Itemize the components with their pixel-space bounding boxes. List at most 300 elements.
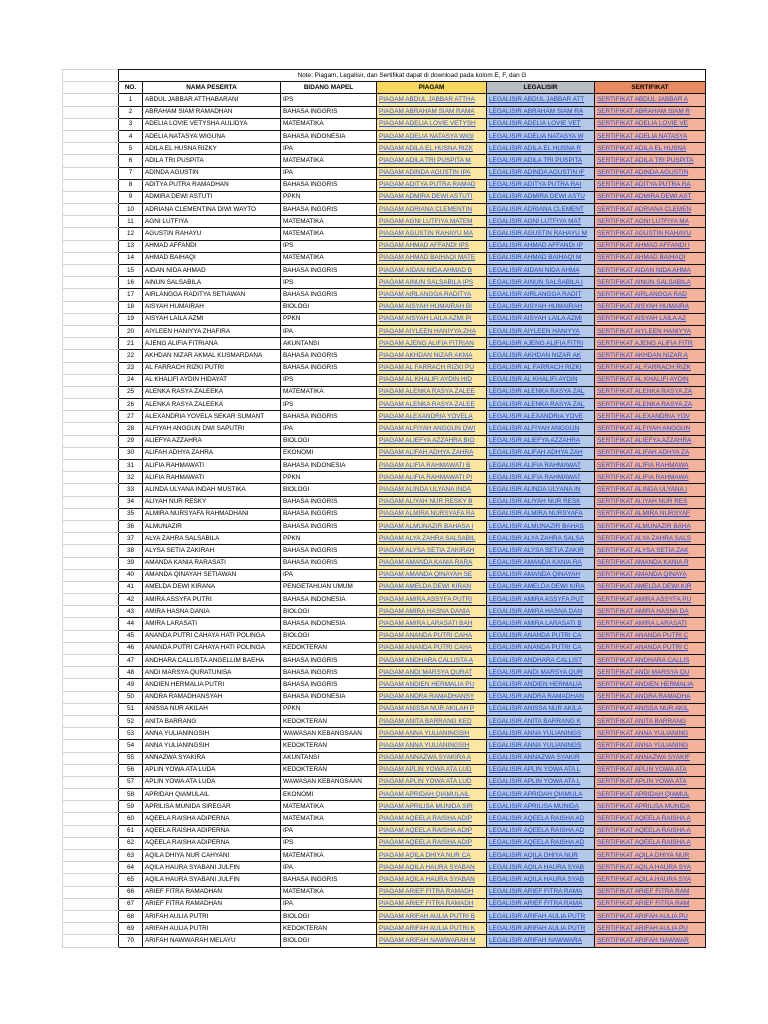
row-number: 56 <box>119 764 143 776</box>
sertifikat-download-link[interactable]: SERTIFIKAT ALIFIA RAHMAWA <box>595 472 706 484</box>
piagam-download-link[interactable]: PIAGAM AMANDA KANIA RARA <box>377 557 487 569</box>
piagam-download-link[interactable]: PIAGAM ADITYA PUTRA RAMAD <box>377 179 487 191</box>
legalisir-download-link[interactable]: LEGALISIR APRIDAH QIAMULA <box>487 789 595 801</box>
sertifikat-download-link[interactable]: SERTIFIKAT ALMUNAZIR BAHA <box>595 520 706 532</box>
blank-cell[interactable] <box>63 935 119 947</box>
blank-cell[interactable] <box>63 594 119 606</box>
blank-cell[interactable] <box>63 228 119 240</box>
legalisir-download-link[interactable]: LEGALISIR ANDHARA CALLIST <box>487 655 595 667</box>
legalisir-download-link[interactable]: LEGALISIR ADELIA NATASYA W <box>487 130 595 142</box>
piagam-download-link[interactable]: PIAGAM AL KHALIFI AYDIN HID <box>377 374 487 386</box>
blank-cell[interactable] <box>63 472 119 484</box>
blank-cell[interactable] <box>63 715 119 727</box>
sertifikat-download-link[interactable]: SERTIFIKAT ANITA BARRANG <box>595 715 706 727</box>
legalisir-download-link[interactable]: LEGALISIR AL FARRACH RIZKI <box>487 362 595 374</box>
legalisir-download-link[interactable]: LEGALISIR AMANDA KANIA RA <box>487 557 595 569</box>
blank-cell[interactable] <box>63 484 119 496</box>
piagam-download-link[interactable]: PIAGAM ABDUL JABBAR ATTHA <box>377 94 487 106</box>
piagam-download-link[interactable]: PIAGAM ARIEF FITRA RAMADH <box>377 886 487 898</box>
piagam-download-link[interactable]: PIAGAM AMIRA HASNA DANIA <box>377 606 487 618</box>
sertifikat-download-link[interactable]: SERTIFIKAT ARIFAH NAWWAR <box>595 935 706 947</box>
legalisir-download-link[interactable]: LEGALISIR ALYA ZAHRA SALSA <box>487 533 595 545</box>
piagam-download-link[interactable]: PIAGAM ALFIYAH ANGGUN DWI <box>377 423 487 435</box>
piagam-download-link[interactable]: PIAGAM AINUN SALSABILA IPS <box>377 277 487 289</box>
piagam-download-link[interactable]: PIAGAM AMANDA QINAYAH SE <box>377 569 487 581</box>
piagam-download-link[interactable]: PIAGAM ALENKA RASYA ZALEE <box>377 386 487 398</box>
blank-cell[interactable] <box>63 447 119 459</box>
blank-cell[interactable] <box>63 655 119 667</box>
legalisir-download-link[interactable]: LEGALISIR AGNI LUTFIYA MAT <box>487 216 595 228</box>
piagam-download-link[interactable]: PIAGAM ARIFAH AULIA PUTRI K <box>377 923 487 935</box>
sertifikat-download-link[interactable]: SERTIFIKAT AGNI LUTFIYA MA <box>595 216 706 228</box>
blank-cell[interactable] <box>63 533 119 545</box>
subject-field: BAHASA INGGRIS <box>281 508 377 520</box>
legalisir-download-link[interactable]: LEGALISIR ADILA TRI PUSPITA <box>487 155 595 167</box>
piagam-download-link[interactable]: PIAGAM ABRAHAM SIAM RAMA <box>377 106 487 118</box>
legalisir-download-link[interactable]: LEGALISIR APLIN YOWA ATA L <box>487 776 595 788</box>
table-row <box>63 594 706 606</box>
blank-cell[interactable] <box>63 240 119 252</box>
sertifikat-download-link[interactable]: SERTIFIKAT AINUN SALSABILA <box>595 277 706 289</box>
piagam-download-link[interactable]: PIAGAM AISYAH LAILA AZMI PI <box>377 313 487 325</box>
piagam-download-link[interactable]: PIAGAM ALEXANDRIA YOVELA <box>377 411 487 423</box>
blank-cell[interactable] <box>63 130 119 142</box>
legalisir-download-link[interactable]: LEGALISIR ALIYAH NUR RESK <box>487 496 595 508</box>
piagam-download-link[interactable]: PIAGAM AIYLEEN HANIYYA ZHA <box>377 325 487 337</box>
piagam-download-link[interactable]: PIAGAM ALIFIA RAHMAWATI PI <box>377 472 487 484</box>
blank-cell[interactable] <box>63 520 119 532</box>
piagam-download-link[interactable]: PIAGAM ARIEF FITRA RAMADH <box>377 898 487 910</box>
legalisir-download-link[interactable]: LEGALISIR ARIEF FITRA RAMA <box>487 886 595 898</box>
sertifikat-download-link[interactable]: SERTIFIKAT AMIRA LARASATI <box>595 618 706 630</box>
sertifikat-download-link[interactable]: SERTIFIKAT ADILA TRI PUSPITA <box>595 155 706 167</box>
legalisir-download-link[interactable]: LEGALISIR AMIRA HASNA DAN <box>487 606 595 618</box>
piagam-download-link[interactable]: PIAGAM AHMAD BAIHAQI MATE <box>377 252 487 264</box>
piagam-download-link[interactable]: PIAGAM AQILA HAURA SYABAN <box>377 874 487 886</box>
piagam-download-link[interactable]: PIAGAM ALIFIA RAHMAWATI B <box>377 460 487 472</box>
sertifikat-download-link[interactable]: SERTIFIKAT ADMIRA DEWI AST <box>595 191 706 203</box>
sertifikat-download-link[interactable]: SERTIFIKAT ANISSA NUR AKIL <box>595 703 706 715</box>
sertifikat-download-link[interactable]: SERTIFIKAT ALENKA RASYA ZA <box>595 386 706 398</box>
piagam-download-link[interactable]: PIAGAM ANITA BARRANG KED <box>377 715 487 727</box>
blank-cell[interactable] <box>63 850 119 862</box>
sertifikat-download-link[interactable]: SERTIFIKAT AMANDA QINAYA <box>595 569 706 581</box>
legalisir-download-link[interactable]: LEGALISIR AMIRA ASSYFA PUT <box>487 594 595 606</box>
legalisir-download-link[interactable]: LEGALISIR ARIEF FITRA RAMA <box>487 898 595 910</box>
piagam-download-link[interactable]: PIAGAM ALMUNAZIR BAHASA I <box>377 520 487 532</box>
sertifikat-download-link[interactable]: SERTIFIKAT AMELDA DEWI KIR <box>595 581 706 593</box>
legalisir-download-link[interactable]: LEGALISIR ANNAZWA SYAKIR <box>487 752 595 764</box>
blank-cell[interactable] <box>63 764 119 776</box>
legalisir-download-link[interactable]: LEGALISIR AHMAD BAIHAQI M <box>487 252 595 264</box>
legalisir-download-link[interactable]: LEGALISIR ANITA BARRANG K <box>487 715 595 727</box>
legalisir-download-link[interactable]: LEGALISIR APLIN YOWA ATA L <box>487 764 595 776</box>
blank-cell[interactable] <box>63 606 119 618</box>
piagam-download-link[interactable]: PIAGAM ALIEFYA AZZAHRA BIO <box>377 435 487 447</box>
sertifikat-download-link[interactable]: SERTIFIKAT ADINDA AGUSTIN <box>595 167 706 179</box>
sertifikat-download-link[interactable]: SERTIFIKAT AMIRA ASSYFA PU <box>595 594 706 606</box>
piagam-download-link[interactable]: PIAGAM AQILA DHIYA NUR CA <box>377 850 487 862</box>
blank-cell[interactable] <box>63 191 119 203</box>
sertifikat-download-link[interactable]: SERTIFIKAT ADELIA NATASYA <box>595 130 706 142</box>
sertifikat-download-link[interactable]: SERTIFIKAT AISYAH HUMAIRA <box>595 301 706 313</box>
sertifikat-download-link[interactable]: SERTIFIKAT AIDAN NIDA AHMA <box>595 265 706 277</box>
piagam-download-link[interactable]: PIAGAM ADINDA AGUSTIN IPA <box>377 167 487 179</box>
blank-cell[interactable] <box>63 545 119 557</box>
sertifikat-download-link[interactable]: SERTIFIKAT ANDHARA CALLIS <box>595 655 706 667</box>
subject-field: BAHASA INGGRIS <box>281 350 377 362</box>
blank-cell[interactable] <box>63 155 119 167</box>
participant-name: AMIRA ASSYFA PUTRI <box>143 594 281 606</box>
piagam-download-link[interactable]: PIAGAM ADMIRA DEWI ASTUTI <box>377 191 487 203</box>
blank-cell[interactable] <box>63 216 119 228</box>
blank-cell[interactable] <box>63 923 119 935</box>
piagam-download-link[interactable]: PIAGAM AQEELA RAISHA ADIP <box>377 825 487 837</box>
blank-cell[interactable] <box>63 399 119 411</box>
piagam-download-link[interactable]: PIAGAM AQILA HAURA SYABAN <box>377 862 487 874</box>
blank-cell[interactable] <box>63 825 119 837</box>
piagam-download-link[interactable]: PIAGAM AGNI LUTFIYA MATEM <box>377 216 487 228</box>
legalisir-download-link[interactable]: LEGALISIR AISYAH LAILA AZMI <box>487 313 595 325</box>
sertifikat-download-link[interactable]: SERTIFIKAT ARIEF FITRA RAM <box>595 886 706 898</box>
blank-cell[interactable] <box>63 82 119 94</box>
blank-cell[interactable] <box>63 776 119 788</box>
legalisir-download-link[interactable]: LEGALISIR AQILA DHIYA NUR <box>487 850 595 862</box>
legalisir-download-link[interactable]: LEGALISIR ADMIRA DEWI ASTU <box>487 191 595 203</box>
legalisir-download-link[interactable]: LEGALISIR AQEELA RAISHA AD <box>487 825 595 837</box>
legalisir-download-link[interactable]: LEGALISIR ANNA YULIANINGS <box>487 740 595 752</box>
subject-field: BAHASA INGGRIS <box>281 265 377 277</box>
participant-name: AQEELA RAISHA ADIPERNA <box>143 837 281 849</box>
blank-cell[interactable] <box>63 167 119 179</box>
sertifikat-download-link[interactable]: SERTIFIKAT APRILISA MUNIDA <box>595 801 706 813</box>
blank-cell[interactable] <box>63 898 119 910</box>
piagam-download-link[interactable]: PIAGAM ALMIRA NURSYAFA RA <box>377 508 487 520</box>
sertifikat-download-link[interactable]: SERTIFIKAT AQEELA RAISHA A <box>595 837 706 849</box>
sertifikat-download-link[interactable]: SERTIFIKAT ANDIEN HERMALIA <box>595 679 706 691</box>
blank-cell[interactable] <box>63 277 119 289</box>
legalisir-download-link[interactable]: LEGALISIR AIRLANGGA RADIT <box>487 289 595 301</box>
piagam-download-link[interactable]: PIAGAM ARIFAH NAWWARAH M <box>377 935 487 947</box>
blank-cell[interactable] <box>63 740 119 752</box>
blank-cell[interactable] <box>63 886 119 898</box>
piagam-download-link[interactable]: PIAGAM APRILISA MUNIDA SIR <box>377 801 487 813</box>
piagam-download-link[interactable]: PIAGAM AISYAH HUMAIRAH BI <box>377 301 487 313</box>
blank-cell[interactable] <box>63 289 119 301</box>
piagam-download-link[interactable]: PIAGAM AIRLANGGA RADITYA <box>377 289 487 301</box>
sertifikat-download-link[interactable]: SERTIFIKAT ADILA EL HUSNA <box>595 143 706 155</box>
legalisir-download-link[interactable]: LEGALISIR AKHDAN NIZAR AK <box>487 350 595 362</box>
legalisir-download-link[interactable]: LEGALISIR AQILA HAURA SYAB <box>487 874 595 886</box>
sertifikat-download-link[interactable]: SERTIFIKAT ARIFAH AULIA PU <box>595 923 706 935</box>
blank-cell[interactable] <box>63 910 119 922</box>
sertifikat-download-link[interactable]: SERTIFIKAT AIYLEEN HANIYYA <box>595 325 706 337</box>
piagam-download-link[interactable]: PIAGAM ARIFAH AULIA PUTRI B <box>377 910 487 922</box>
blank-cell[interactable] <box>63 667 119 679</box>
piagam-download-link[interactable]: PIAGAM AGUSTIN RAHAYU MA <box>377 228 487 240</box>
subject-field: PPKN <box>281 313 377 325</box>
legalisir-download-link[interactable]: LEGALISIR ALFIYAH ANGGUN <box>487 423 595 435</box>
piagam-download-link[interactable]: PIAGAM ANDIEN HERMALIA PU <box>377 679 487 691</box>
sertifikat-download-link[interactable]: SERTIFIKAT ALINDA ULYANA I <box>595 484 706 496</box>
sertifikat-download-link[interactable]: SERTIFIKAT AQEELA RAISHA A <box>595 813 706 825</box>
piagam-download-link[interactable]: PIAGAM AQEELA RAISHA ADIP <box>377 813 487 825</box>
legalisir-download-link[interactable]: LEGALISIR ANDI MARSYA QUR <box>487 667 595 679</box>
sertifikat-download-link[interactable]: SERTIFIKAT ANNAZWA SYAKIF <box>595 752 706 764</box>
blank-cell[interactable] <box>63 801 119 813</box>
legalisir-download-link[interactable]: LEGALISIR AHMAD AFFANDI IP <box>487 240 595 252</box>
blank-cell[interactable] <box>63 508 119 520</box>
participant-name: AL KHALIFI AYDIN HIDAYAT <box>143 374 281 386</box>
sertifikat-download-link[interactable]: SERTIFIKAT AQILA DHIYA NUR <box>595 850 706 862</box>
blank-cell[interactable] <box>63 496 119 508</box>
legalisir-download-link[interactable]: LEGALISIR ANDRA RAMADHAN <box>487 691 595 703</box>
sertifikat-download-link[interactable]: SERTIFIKAT AKHDAN NIZAR A <box>595 350 706 362</box>
sertifikat-download-link[interactable]: SERTIFIKAT ABDUL JABBAR A <box>595 94 706 106</box>
legalisir-download-link[interactable]: LEGALISIR ALIEFYA AZZAHRA <box>487 435 595 447</box>
piagam-download-link[interactable]: PIAGAM ALENKA RASYA ZALEE <box>377 399 487 411</box>
legalisir-download-link[interactable]: LEGALISIR ANDIEN HERMALIA <box>487 679 595 691</box>
piagam-download-link[interactable]: PIAGAM ALINDA ULYANA INDA <box>377 484 487 496</box>
blank-cell[interactable] <box>63 874 119 886</box>
participant-name: AQEELA RAISHA ADIPERNA <box>143 825 281 837</box>
legalisir-download-link[interactable]: LEGALISIR ADINDA AGUSTIN IF <box>487 167 595 179</box>
sertifikat-download-link[interactable]: SERTIFIKAT ANNA YULIANING <box>595 740 706 752</box>
legalisir-download-link[interactable]: LEGALISIR ALEXANDRIA YOVE <box>487 411 595 423</box>
piagam-download-link[interactable]: PIAGAM ALYSA SETIA ZAKIRAH <box>377 545 487 557</box>
piagam-download-link[interactable]: PIAGAM ADELIA NATASYA WIGI <box>377 130 487 142</box>
blank-cell[interactable] <box>63 106 119 118</box>
sertifikat-download-link[interactable]: SERTIFIKAT AMANDA KANIA R <box>595 557 706 569</box>
sertifikat-download-link[interactable]: SERTIFIKAT ALIEFYA AZZAHRA <box>595 435 706 447</box>
participant-name: ANDRA RAMADHANSYAH <box>143 691 281 703</box>
sertifikat-download-link[interactable]: SERTIFIKAT APLIN YOWA ATA <box>595 764 706 776</box>
blank-cell[interactable] <box>63 252 119 264</box>
table-row <box>63 216 706 228</box>
piagam-download-link[interactable]: PIAGAM ANDRA RAMADHANSY <box>377 691 487 703</box>
sertifikat-download-link[interactable]: SERTIFIKAT ADRIANA CLEMEN <box>595 204 706 216</box>
blank-cell[interactable] <box>63 630 119 642</box>
sertifikat-download-link[interactable]: SERTIFIKAT ANANDA PUTRI C <box>595 642 706 654</box>
sertifikat-download-link[interactable]: SERTIFIKAT ADELIA LOVIE VE <box>595 118 706 130</box>
sertifikat-download-link[interactable]: SERTIFIKAT ANDRA RAMADHA <box>595 691 706 703</box>
sertifikat-download-link[interactable]: SERTIFIKAT ALIFIA RAHMAWA <box>595 460 706 472</box>
sertifikat-download-link[interactable]: SERTIFIKAT ALYSA SETIA ZAK <box>595 545 706 557</box>
piagam-download-link[interactable]: PIAGAM ADILA TRI PUSPITA M <box>377 155 487 167</box>
legalisir-download-link[interactable]: LEGALISIR ADILA EL HUSNA R <box>487 143 595 155</box>
legalisir-download-link[interactable]: LEGALISIR ALIFIA RAHMAWAT <box>487 460 595 472</box>
piagam-download-link[interactable]: PIAGAM AJENG ALIFIA FITRIAN <box>377 338 487 350</box>
blank-cell[interactable] <box>63 435 119 447</box>
piagam-download-link[interactable]: PIAGAM ALIYAH NUR RESKY B <box>377 496 487 508</box>
sertifikat-download-link[interactable]: SERTIFIKAT ANNA YULIANING <box>595 728 706 740</box>
blank-cell[interactable] <box>63 691 119 703</box>
sertifikat-download-link[interactable]: SERTIFIKAT AHMAD AFFANDI I <box>595 240 706 252</box>
legalisir-download-link[interactable]: LEGALISIR ANANDA PUTRI CA <box>487 630 595 642</box>
piagam-download-link[interactable]: PIAGAM ADILA EL HUSNA RIZK <box>377 143 487 155</box>
blank-cell[interactable] <box>63 301 119 313</box>
blank-cell[interactable] <box>63 70 119 82</box>
legalisir-download-link[interactable]: LEGALISIR AQEELA RAISHA AD <box>487 813 595 825</box>
piagam-download-link[interactable]: PIAGAM ALYA ZAHRA SALSABIL <box>377 533 487 545</box>
piagam-download-link[interactable]: PIAGAM AMIRA LARASATI BAH <box>377 618 487 630</box>
legalisir-download-link[interactable]: LEGALISIR AQILA HAURA SYAB <box>487 862 595 874</box>
blank-cell[interactable] <box>63 374 119 386</box>
blank-cell[interactable] <box>63 313 119 325</box>
blank-cell[interactable] <box>63 752 119 764</box>
legalisir-download-link[interactable]: LEGALISIR AGUSTIN RAHAYU M <box>487 228 595 240</box>
piagam-download-link[interactable]: PIAGAM APLIN YOWA ATA LUD <box>377 764 487 776</box>
row-number: 40 <box>119 569 143 581</box>
piagam-download-link[interactable]: PIAGAM AQEELA RAISHA ADIP <box>377 837 487 849</box>
blank-cell[interactable] <box>63 813 119 825</box>
sertifikat-download-link[interactable]: SERTIFIKAT ARIFAH AULIA PU <box>595 910 706 922</box>
blank-cell[interactable] <box>63 204 119 216</box>
legalisir-download-link[interactable]: LEGALISIR ALENKA RASYA ZAL <box>487 386 595 398</box>
legalisir-download-link[interactable]: LEGALISIR ALMIRA NURSYAFA <box>487 508 595 520</box>
sertifikat-download-link[interactable]: SERTIFIKAT AISYAH LAILA AZ <box>595 313 706 325</box>
blank-cell[interactable] <box>63 143 119 155</box>
legalisir-download-link[interactable]: LEGALISIR AQEELA RAISHA AD <box>487 837 595 849</box>
piagam-download-link[interactable]: PIAGAM AHMAD AFFANDI IPS <box>377 240 487 252</box>
blank-cell[interactable] <box>63 862 119 874</box>
blank-cell[interactable] <box>63 728 119 740</box>
sertifikat-download-link[interactable]: SERTIFIKAT ALMIRA NURSYAF <box>595 508 706 520</box>
piagam-download-link[interactable]: PIAGAM AIDAN NIDA AHMAD B <box>377 265 487 277</box>
sertifikat-download-link[interactable]: SERTIFIKAT AMIRA HASNA DA <box>595 606 706 618</box>
piagam-download-link[interactable]: PIAGAM APRIDAH QIAMULAIL <box>377 789 487 801</box>
blank-cell[interactable] <box>63 703 119 715</box>
legalisir-download-link[interactable]: LEGALISIR ADITYA PUTRA RAI <box>487 179 595 191</box>
legalisir-download-link[interactable]: LEGALISIR ALIFAH ADHYA ZAH <box>487 447 595 459</box>
piagam-download-link[interactable]: PIAGAM ADELIA LOVIE VETYSH <box>377 118 487 130</box>
blank-cell[interactable] <box>63 460 119 472</box>
sertifikat-download-link[interactable]: SERTIFIKAT AQILA HAURA SYA <box>595 874 706 886</box>
legalisir-download-link[interactable]: LEGALISIR AINUN SALSABILA I <box>487 277 595 289</box>
legalisir-download-link[interactable]: LEGALISIR ARIFAH NAWWARA <box>487 935 595 947</box>
legalisir-download-link[interactable]: LEGALISIR ARIFAH AULIA PUTR <box>487 910 595 922</box>
legalisir-download-link[interactable]: LEGALISIR ALINDA ULYANA IN <box>487 484 595 496</box>
blank-cell[interactable] <box>63 581 119 593</box>
legalisir-download-link[interactable]: LEGALISIR AJENG ALIFIA FITRI <box>487 338 595 350</box>
sertifikat-download-link[interactable]: SERTIFIKAT ARIEF FITRA RAM <box>595 898 706 910</box>
blank-cell[interactable] <box>63 557 119 569</box>
legalisir-download-link[interactable]: LEGALISIR ADRIANA CLEMENT <box>487 204 595 216</box>
piagam-download-link[interactable]: PIAGAM ANISSA NUR AKILAH P <box>377 703 487 715</box>
piagam-download-link[interactable]: PIAGAM ANDHARA CALLISTA A <box>377 655 487 667</box>
legalisir-download-link[interactable]: LEGALISIR ABDUL JABBAR ATT <box>487 94 595 106</box>
blank-cell[interactable] <box>63 338 119 350</box>
sertifikat-download-link[interactable]: SERTIFIKAT AHMAD BAIHAQI <box>595 252 706 264</box>
legalisir-download-link[interactable]: LEGALISIR ALIFIA RAHMAWAT <box>487 472 595 484</box>
sertifikat-download-link[interactable]: SERTIFIKAT APRIDAH QIAMUL <box>595 789 706 801</box>
blank-cell[interactable] <box>63 179 119 191</box>
legalisir-download-link[interactable]: LEGALISIR ADELIA LOVIE VET <box>487 118 595 130</box>
piagam-download-link[interactable]: PIAGAM APLIN YOWA ATA LUD <box>377 776 487 788</box>
sertifikat-download-link[interactable]: SERTIFIKAT ALEXANDRIA YOV <box>595 411 706 423</box>
blank-cell[interactable] <box>63 118 119 130</box>
piagam-download-link[interactable]: PIAGAM AMIRA ASSYFA PUTRI <box>377 594 487 606</box>
legalisir-download-link[interactable]: LEGALISIR APRILISA MUNIDA <box>487 801 595 813</box>
legalisir-download-link[interactable]: LEGALISIR AIYLEEN HANIYYA <box>487 325 595 337</box>
piagam-download-link[interactable]: PIAGAM ANANDA PUTRI CAHA <box>377 630 487 642</box>
blank-cell[interactable] <box>63 325 119 337</box>
subject-field: PPKN <box>281 191 377 203</box>
sertifikat-download-link[interactable]: SERTIFIKAT ALIYAH NUR RES <box>595 496 706 508</box>
piagam-download-link[interactable]: PIAGAM AL FARRACH RIZKI PU <box>377 362 487 374</box>
legalisir-download-link[interactable]: LEGALISIR AIDAN NIDA AHMA <box>487 265 595 277</box>
piagam-download-link[interactable]: PIAGAM AMELDA DEWI KIRAN <box>377 581 487 593</box>
sertifikat-download-link[interactable]: SERTIFIKAT ABRAHAM SIAM R <box>595 106 706 118</box>
legalisir-download-link[interactable]: LEGALISIR ANNA YULIANINGS <box>487 728 595 740</box>
piagam-download-link[interactable]: PIAGAM ALIFAH ADHYA ZAHRA <box>377 447 487 459</box>
blank-cell[interactable] <box>63 265 119 277</box>
legalisir-download-link[interactable]: LEGALISIR ABRAHAM SIAM RA <box>487 106 595 118</box>
legalisir-download-link[interactable]: LEGALISIR AMIRA LARASATI B <box>487 618 595 630</box>
participant-name: ANISSA NUR AKILAH <box>143 703 281 715</box>
sertifikat-download-link[interactable]: SERTIFIKAT ALFIYAH ANGGUN <box>595 423 706 435</box>
sertifikat-download-link[interactable]: SERTIFIKAT AL KHALIFI AYDIN <box>595 374 706 386</box>
legalisir-download-link[interactable]: LEGALISIR AMANDA QINAYAH <box>487 569 595 581</box>
legalisir-download-link[interactable]: LEGALISIR AMELDA DEWI KIRA <box>487 581 595 593</box>
legalisir-download-link[interactable]: LEGALISIR ALENKA RASYA ZAL <box>487 399 595 411</box>
sertifikat-download-link[interactable]: SERTIFIKAT AJENG ALIFIA FITR <box>595 338 706 350</box>
blank-cell[interactable] <box>63 569 119 581</box>
legalisir-download-link[interactable]: LEGALISIR AL KHALIFI AYDIN <box>487 374 595 386</box>
piagam-download-link[interactable]: PIAGAM ANDI MARSYA QURAT <box>377 667 487 679</box>
row-number: 31 <box>119 460 143 472</box>
blank-cell[interactable] <box>63 679 119 691</box>
blank-cell[interactable] <box>63 411 119 423</box>
blank-cell[interactable] <box>63 386 119 398</box>
sertifikat-download-link[interactable]: SERTIFIKAT APLIN YOWA ATA <box>595 776 706 788</box>
legalisir-download-link[interactable]: LEGALISIR ANISSA NUR AKILA <box>487 703 595 715</box>
sertifikat-download-link[interactable]: SERTIFIKAT ADITYA PUTRA RA <box>595 179 706 191</box>
piagam-download-link[interactable]: PIAGAM ANNAZWA SYAKIRA A <box>377 752 487 764</box>
blank-cell[interactable] <box>63 642 119 654</box>
sertifikat-download-link[interactable]: SERTIFIKAT AIRLANGGA RAD <box>595 289 706 301</box>
blank-cell[interactable] <box>63 618 119 630</box>
sertifikat-download-link[interactable]: SERTIFIKAT AGUSTIN RAHAYU <box>595 228 706 240</box>
blank-cell[interactable] <box>63 362 119 374</box>
piagam-download-link[interactable]: PIAGAM ADRIANA CLEMENTIN <box>377 204 487 216</box>
sertifikat-download-link[interactable]: SERTIFIKAT ANDI MARSYA QU <box>595 667 706 679</box>
blank-cell[interactable] <box>63 423 119 435</box>
sertifikat-download-link[interactable]: SERTIFIKAT ALYA ZAHRA SALS <box>595 533 706 545</box>
sertifikat-download-link[interactable]: SERTIFIKAT AQEELA RAISHA A <box>595 825 706 837</box>
sertifikat-download-link[interactable]: SERTIFIKAT ALIFAH ADHYA ZA <box>595 447 706 459</box>
piagam-download-link[interactable]: PIAGAM ANNA YULIANINGSIH <box>377 740 487 752</box>
table-row <box>63 472 706 484</box>
legalisir-download-link[interactable]: LEGALISIR AISYAH HUMAIRAH <box>487 301 595 313</box>
blank-cell[interactable] <box>63 94 119 106</box>
sertifikat-download-link[interactable]: SERTIFIKAT ANANDA PUTRI C <box>595 630 706 642</box>
piagam-download-link[interactable]: PIAGAM ANANDA PUTRI CAHA <box>377 642 487 654</box>
legalisir-download-link[interactable]: LEGALISIR ANANDA PUTRI CA <box>487 642 595 654</box>
participant-name: AMELDA DEWI KIRANA <box>143 581 281 593</box>
blank-cell[interactable] <box>63 789 119 801</box>
legalisir-download-link[interactable]: LEGALISIR ALYSA SETIA ZAKIR <box>487 545 595 557</box>
blank-cell[interactable] <box>63 837 119 849</box>
blank-cell[interactable] <box>63 350 119 362</box>
sertifikat-download-link[interactable]: SERTIFIKAT AL FARRACH RIZK <box>595 362 706 374</box>
legalisir-download-link[interactable]: LEGALISIR ALMUNAZIR BAHAS <box>487 520 595 532</box>
piagam-download-link[interactable]: PIAGAM ANNA YULIANINGSIH <box>377 728 487 740</box>
sertifikat-download-link[interactable]: SERTIFIKAT ALENKA RASYA ZA <box>595 399 706 411</box>
piagam-download-link[interactable]: PIAGAM AKHDAN NIZAR AKMA <box>377 350 487 362</box>
legalisir-download-link[interactable]: LEGALISIR ARIFAH AULIA PUTR <box>487 923 595 935</box>
sertifikat-download-link[interactable]: SERTIFIKAT AQILA HAURA SYA <box>595 862 706 874</box>
